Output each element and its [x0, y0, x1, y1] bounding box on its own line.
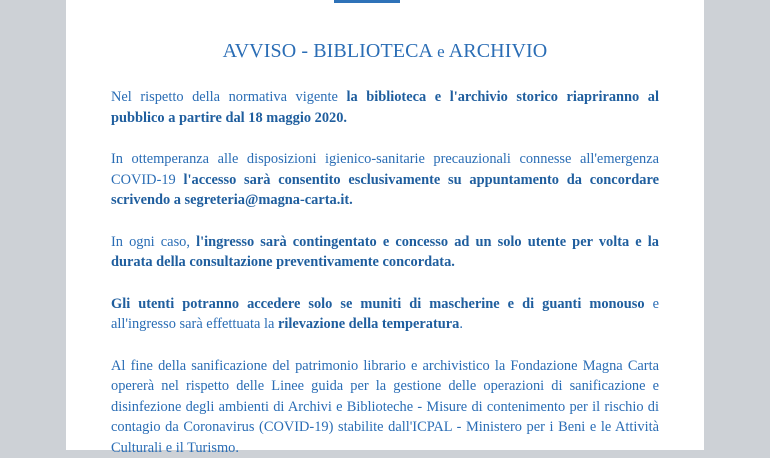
paragraph-protective-equipment: Gli utenti potranno accedere solo se muniti di mascherine e di guanti monouso e all'ingresso sarà effettuata la rilevazione della temperatura.: [111, 294, 659, 335]
title-end: ARCHIVIO: [445, 40, 548, 62]
title-main: AVVISO - BIBLIOTECA: [223, 40, 437, 62]
paragraph-reopening: Nel rispetto della normativa vigente la biblioteca e l'archivio storico riapriranno al pubblico a partire dal 18 maggio 2020.: [111, 87, 659, 128]
appointment-email-text: l'accesso sarà consentito esclusivamente su appuntamento da concordare scrivendo a segreteria@magna-carta.it.: [111, 172, 659, 209]
title-conjunction: e: [437, 42, 445, 61]
paragraph-appointment: In ottemperanza alle disposizioni igienico-sanitarie precauzionali connesse all'emergenza COVID-19 l'accesso sarà consentito esclusivamente su appuntamento da concordare scrivendo a segreteria@magna-carta.it.: [111, 149, 659, 211]
page-title: [111, 0, 659, 65]
document-page: [66, 0, 704, 450]
header-accent-bar: [334, 0, 400, 3]
paragraph-access-limits: In ogni caso, l'ingresso sarà contingentato e concesso ad un solo utente per volta e la durata della consultazione preventivamente concordata.: [111, 232, 659, 273]
paragraph-sanitization: Al fine della sanificazione del patrimonio librario e archivistico la Fondazione Magna Carta opererà nel rispetto delle Linee guida per la gestione delle operazioni di sanificazione e disinfezione degli ambienti di Archivi e Biblioteche - Misure di contenimento per il rischio di contagio da Coronavirus (COVID-19) stabilite dall'ICPAL - Ministero per i Beni e le Attività Culturali e il Turismo.: [111, 356, 659, 458]
